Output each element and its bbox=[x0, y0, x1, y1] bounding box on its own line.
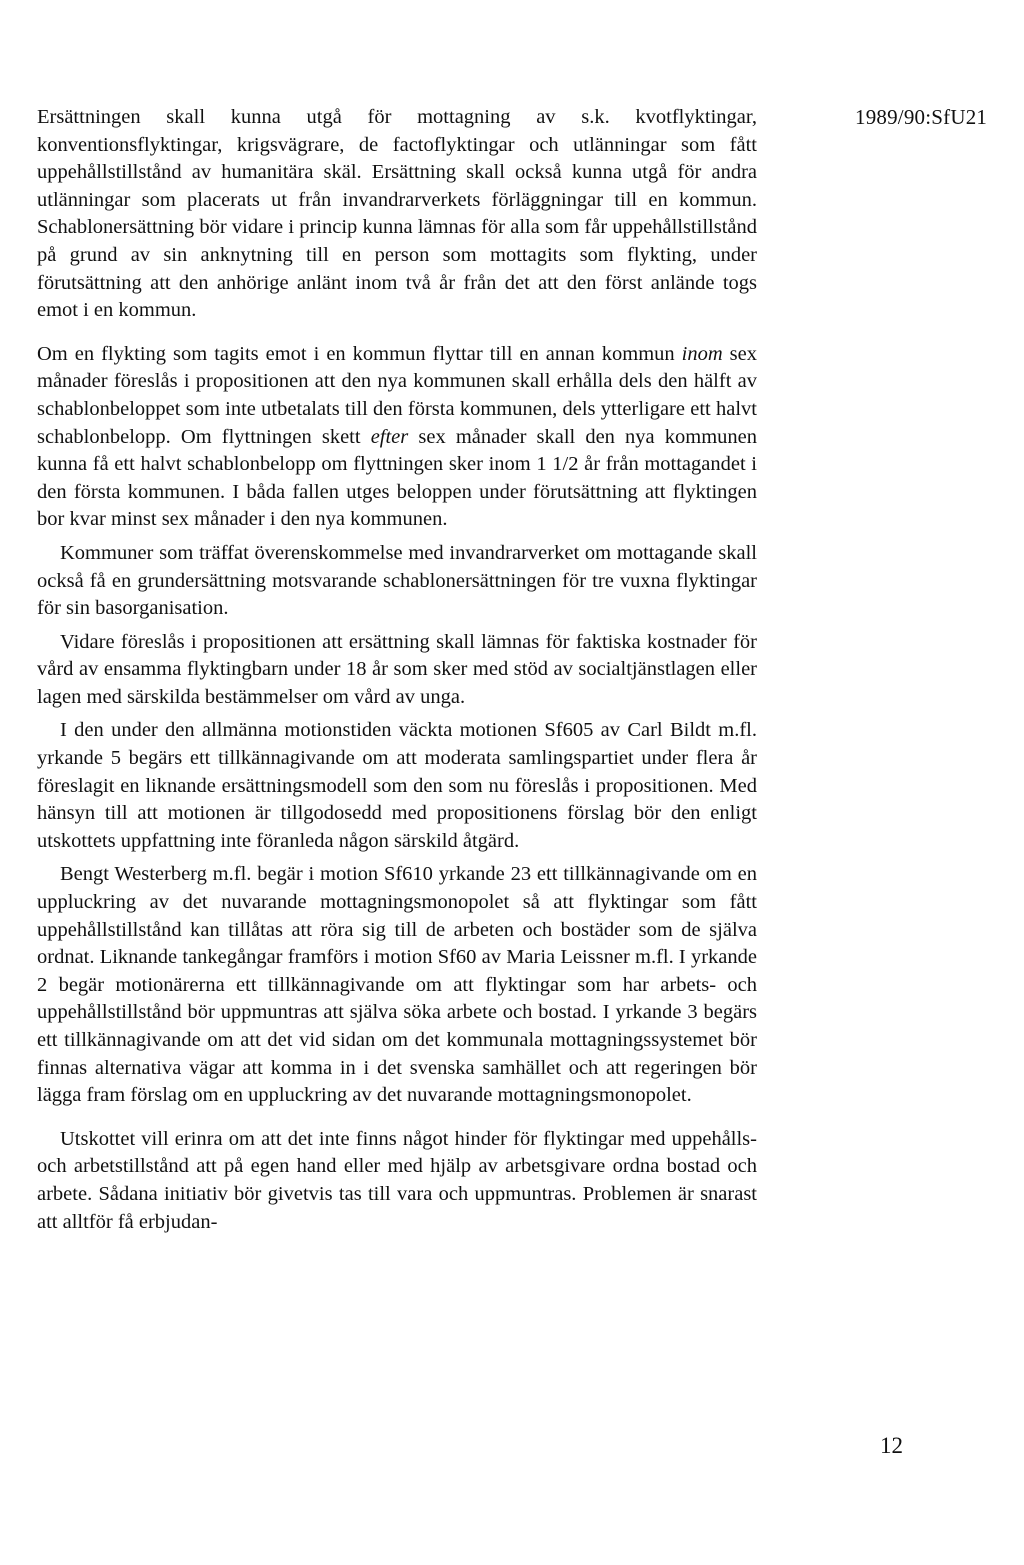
emphasis-inom: inom bbox=[681, 342, 723, 365]
page-number: 12 bbox=[880, 1433, 903, 1458]
paragraph-relocation-text-2: sex månader föreslås i propositionen att den nya kommunen skall erhålla dels den hälft av schablonbeloppet som inte utbetalats till den första kommunen, dels ytterligare ett halvt schablonbelopp. Om flyttningen skett bbox=[37, 342, 757, 448]
body-text bbox=[37, 104, 757, 1236]
emphasis-efter: efter bbox=[370, 425, 409, 448]
paragraph-committee-view: Utskottet vill erinra om att det inte finns något hinder för flyktingar med uppehålls- och arbetstillstånd att på egen hand eller med hjälp av arbetsgivare ordna bostad och arbete. Sådana initiativ bör givetvis tas till vara och uppmuntras. Problemen är snarast att alltför få erbjudan- bbox=[37, 1127, 757, 1233]
paragraph-base-compensation: Kommuner som träffat överenskommelse med invandrarverket om mottagande skall också få en grundersättning motsvarande schablonersättningen för tre vuxna flyktingar för sin basorganisation. bbox=[37, 541, 757, 620]
paragraph-refugee-children: Vidare föreslås i propositionen att ersättning skall lämnas för faktiska kostnader för vård av ensamma flyktingbarn under 18 år som sker med stöd av socialtjänstlagen eller lagen med särskilda bestämmelser om vård av unga. bbox=[37, 630, 757, 708]
paragraph-motion-sf610: Bengt Westerberg m.fl. begär i motion Sf610 yrkande 23 ett tillkännagivande om en uppluckring av det nuvarande mottagningsmonopolet så att flyktingar som fått uppehållstillstånd kan tillåtas att röra sig till de arbeten och bostäder som de själva ordnat. Liknande tankegångar framförs i motion Sf60 av Maria Leissner m.fl. I yrkande 2 begär motionärerna ett tillkännagivande om att flyktingar som har arbets- och uppehållstillstånd bör uppmuntras att själva söka arbete och bostad. I yrkande 3 begärs ett tillkännagivande om att det vid sidan om det kommunala mottagningssystemet bör finnas alternativa vägar att komma in i det svenska samhället och att regeringen bör lägga fram förslag om en uppluckring av det nuvarande mottagningsmonopolet. bbox=[37, 863, 757, 1107]
document-reference: 1989/90:SfU21 bbox=[855, 105, 988, 129]
paragraph-relocation-text-3: sex månader skall den nya kommunen kunna få ett halvt schablonbelopp om flyttningen sker inom 1 1/2 år från mottagandet i den första kommunen. I båda fallen utges beloppen under förutsättning att flyktingen bor kvar minst sex månader i den nya kommunen. bbox=[37, 425, 758, 531]
paragraph-compensation-scope: Ersättningen skall kunna utgå för mottagning av s.k. kvotflyktingar, konventionsflyktingar, krigsvägrare, de factoflyktingar och utlänningar som fått uppehållstillstånd av humanitära skäl. Ersättning skall också kunna utgå för andra utlänningar som placerats ut från invandrarverkets förläggningar till en kommun. Schablonersättning bör vidare i princip kunna lämnas för alla som får uppehållstillstånd på grund av sin anknytning till en person som mottagits som flykting, under förutsättning att den anhörige anlänt inom två år från det att den först anlände togs emot i en kommun. bbox=[37, 106, 757, 322]
paragraph-relocation bbox=[37, 341, 757, 534]
paragraph-motion-sf605: I den under den allmänna motionstiden väckta motionen Sf605 av Carl Bildt m.fl. yrkande 5 begärs ett tillkännagivande om att moderata samlingspartiet under flera år föreslagit en liknande ersättningsmodell som den som nu föreslås i propositionen. Med hänsyn till att motionen är tillgodosedd med propositionens förslag bör den enligt utskottets uppfattning inte föranleda någon särskild åtgärd. bbox=[37, 719, 757, 852]
paragraph-relocation-text-1: Om en flykting som tagits emot i en kommun flyttar till en annan kommun bbox=[37, 342, 682, 365]
